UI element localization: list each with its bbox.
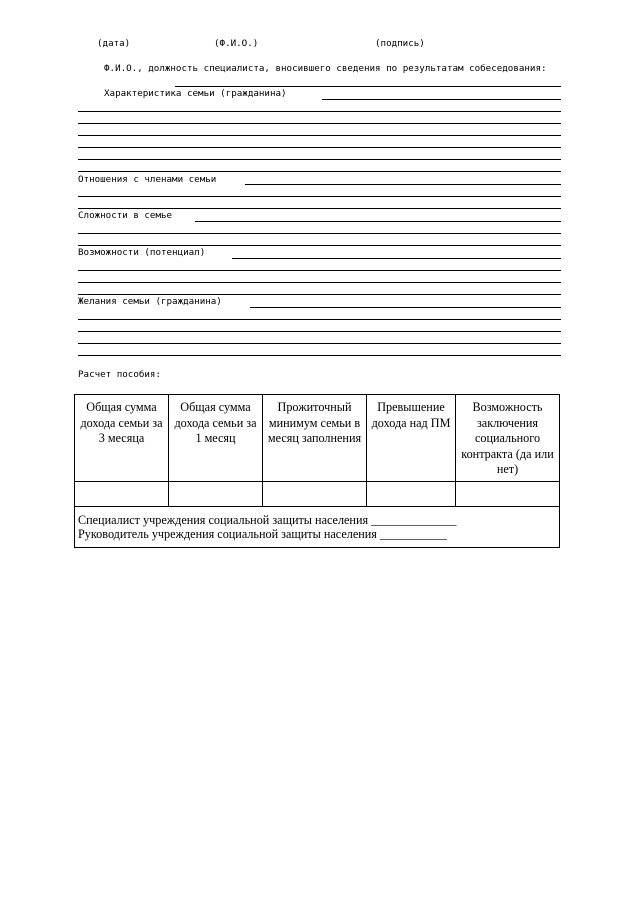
header-income-3-months: Общая сумма дохода семьи за 3 месяца	[75, 395, 169, 482]
fill-line[interactable]	[78, 208, 561, 209]
fill-line[interactable]	[78, 171, 561, 172]
fill-line[interactable]	[78, 135, 561, 136]
table-footer-row	[75, 506, 560, 547]
name-caption: (Ф.И.О.)	[214, 38, 259, 49]
wishes-line[interactable]	[250, 307, 561, 308]
fill-line[interactable]	[78, 245, 561, 246]
specialist-signature-line[interactable]: Специалист учреждения социальной защиты населения ______________	[78, 512, 457, 527]
header-income-excess: Превышение дохода над ПМ	[367, 395, 456, 482]
fill-line[interactable]	[78, 111, 561, 112]
fill-line[interactable]	[78, 270, 561, 271]
relations-label: Отношения с членами семьи	[78, 174, 217, 185]
fill-line[interactable]	[78, 233, 561, 234]
head-signature-line[interactable]: Руководитель учреждения социальной защиты населения ___________	[78, 527, 447, 541]
fill-line[interactable]	[78, 282, 561, 283]
specialist-note-text: Ф.И.О., должность специалиста, вносившего сведения по результатам собеседования:	[104, 63, 547, 74]
family-characteristics-label: Характеристика семьи (гражданина)	[104, 88, 287, 99]
header-income-1-month: Общая сумма дохода семьи за 1 месяц	[169, 395, 263, 482]
relations-line[interactable]	[245, 184, 561, 185]
wishes-label: Желания семьи (гражданина)	[78, 296, 222, 307]
table-cell[interactable]	[456, 481, 560, 506]
fill-line[interactable]	[78, 159, 561, 160]
signature-captions	[0, 38, 640, 52]
table-row	[75, 481, 560, 506]
header-contract-possibility: Возможность заключения социального контракта (да или нет)	[456, 395, 560, 482]
specialist-note-line[interactable]	[175, 86, 561, 87]
fill-line[interactable]	[78, 196, 561, 197]
signatures-cell	[75, 506, 560, 547]
potential-label: Возможности (потенциал)	[78, 247, 206, 258]
specialist-note	[78, 63, 561, 76]
fill-line[interactable]	[78, 343, 561, 344]
potential-line[interactable]	[232, 258, 561, 259]
fill-line[interactable]	[78, 355, 561, 356]
table-header-row	[75, 395, 560, 482]
table-cell[interactable]	[367, 481, 456, 506]
sign-caption: (подпись)	[375, 38, 425, 49]
difficulties-line[interactable]	[195, 221, 561, 222]
date-caption: (дата)	[97, 38, 131, 49]
fill-line[interactable]	[78, 294, 561, 295]
table-cell[interactable]	[263, 481, 367, 506]
difficulties-label: Сложности в семье	[78, 210, 173, 221]
fill-line[interactable]	[78, 147, 561, 148]
fill-line[interactable]	[78, 319, 561, 320]
family-characteristics-line[interactable]	[322, 99, 561, 100]
fill-line[interactable]	[78, 331, 561, 332]
table-cell[interactable]	[169, 481, 263, 506]
header-subsistence-minimum: Прожиточный минимум семьи в месяц заполнения	[263, 395, 367, 482]
benefit-calc-table	[74, 394, 560, 548]
calc-title: Расчет пособия:	[78, 369, 161, 380]
table-cell[interactable]	[75, 481, 169, 506]
fill-line[interactable]	[78, 123, 561, 124]
